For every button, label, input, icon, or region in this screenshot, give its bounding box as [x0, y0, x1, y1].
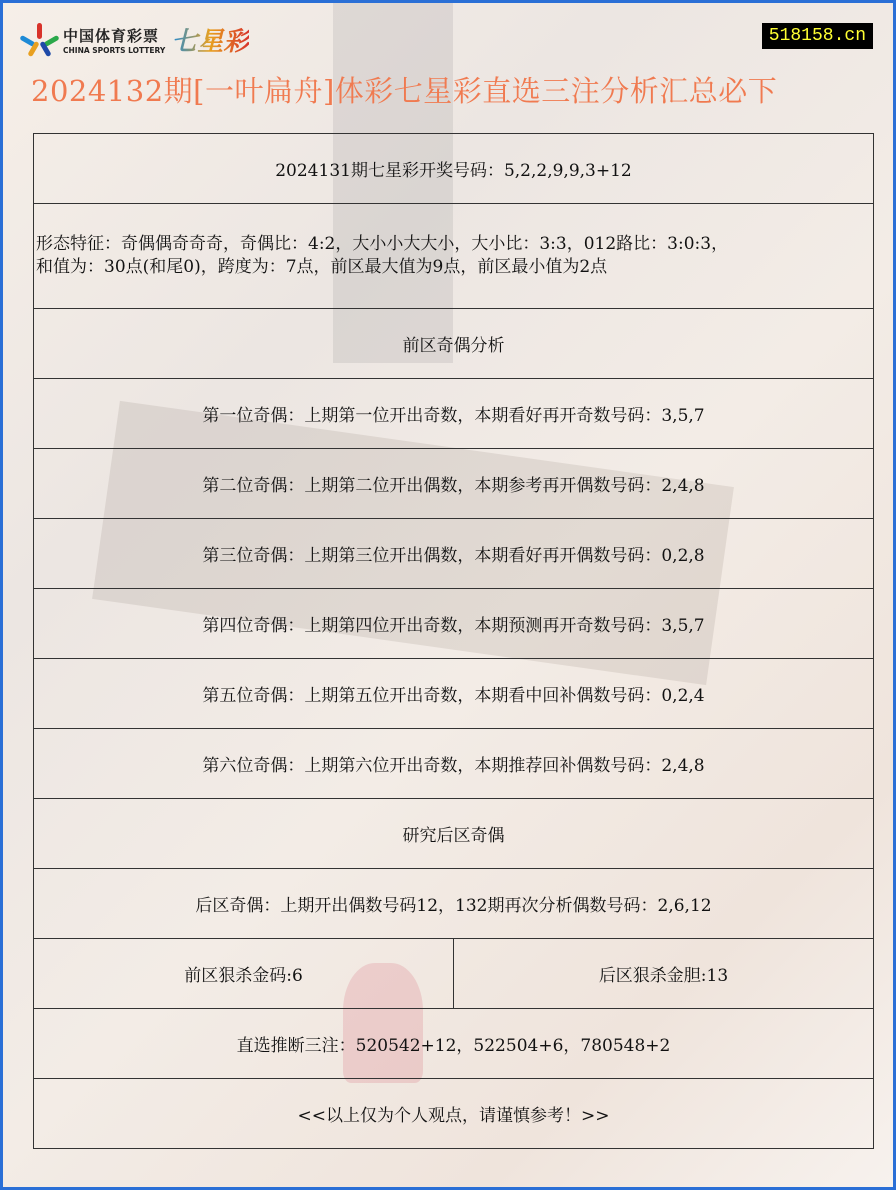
logo-cn-text: 中国体育彩票	[63, 26, 160, 45]
position-row: 第三位奇偶：上期第三位开出偶数，本期看好再开偶数号码：0,2,8	[34, 519, 874, 589]
position-row: 第一位奇偶：上期第一位开出奇数，本期看好再开奇数号码：3,5,7	[34, 379, 874, 449]
position-row: 第五位奇偶：上期第五位开出奇数，本期看中回补偶数号码：0,2,4	[34, 659, 874, 729]
draw-result: 2024131期七星彩开奖号码：5,2,2,9,9,3+12	[34, 134, 874, 204]
china-sports-lottery-logo	[23, 21, 249, 58]
lottery-logo-icon	[23, 23, 57, 57]
features-line: 形态特征：奇偶偶奇奇奇，奇偶比：4:2，大小小大大小，大小比：3:3，012路比：3:0:3，	[36, 234, 729, 254]
position-row: 第六位奇偶：上期第六位开出奇数，本期推荐回补偶数号码：2,4,8	[34, 729, 874, 799]
features-line: 和值为：30点(和尾0)，跨度为：7点，前区最大值为9点，前区最小值为2点	[36, 257, 608, 277]
site-badge: 518158.cn	[762, 23, 873, 49]
game-logo-text: 七星彩	[171, 21, 249, 58]
analysis-table	[33, 133, 874, 1149]
disclaimer: <<以上仅为个人观点，请谨慎参考！>>	[34, 1079, 874, 1149]
logo-en-text: CHINA SPORTS LOTTERY	[63, 45, 166, 55]
picks: 直选推断三注：520542+12，522504+6，780548+2	[34, 1009, 874, 1079]
back-kill: 后区狠杀金胆:13	[454, 939, 874, 1009]
front-heading: 前区奇偶分析	[34, 309, 874, 379]
features	[34, 204, 874, 309]
front-kill: 前区狠杀金码:6	[34, 939, 454, 1009]
page-title: 2024132期[一叶扁舟]体彩七星彩直选三注分析汇总必下	[31, 74, 778, 108]
back-heading: 研究后区奇偶	[34, 799, 874, 869]
position-row: 第四位奇偶：上期第四位开出奇数，本期预测再开奇数号码：3,5,7	[34, 589, 874, 659]
position-row: 第二位奇偶：上期第二位开出偶数，本期参考再开偶数号码：2,4,8	[34, 449, 874, 519]
back-analysis: 后区奇偶：上期开出偶数号码12，132期再次分析偶数号码：2,6,12	[34, 869, 874, 939]
